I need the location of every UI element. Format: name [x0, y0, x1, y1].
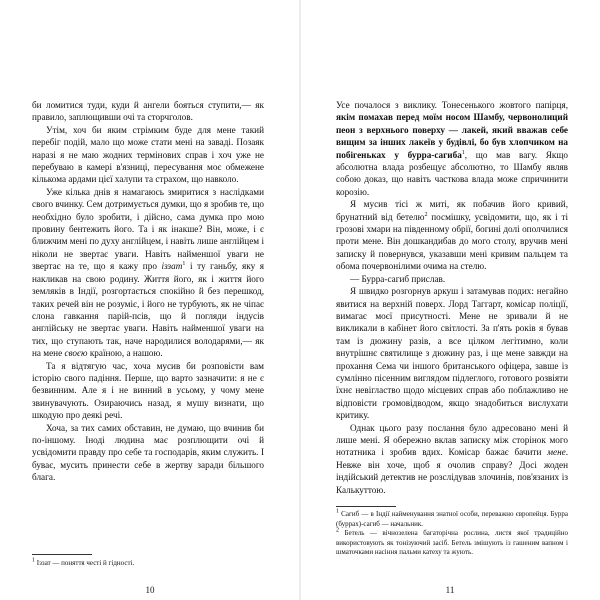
right-footnote: $^2$ Бетель — вічнозелена багаторічна рослина, листя якої традиційно використовують як тонізуючий засіб. Бетель змішують із гашеним вапном і шматочками насіння пальми катеху та жують. — [336, 527, 568, 557]
right-paragraph: — Бурра-сагиб прислав. — [350, 273, 446, 284]
right-footnotes — [336, 510, 568, 558]
right-paragraph: Я швидко розгорнув аркуш і затамував подих: негайно явитися на верхній поверх. Лорд Таггарт, комісар поліції, вимагає моєї присутності. Мене не зривали й не викликали в кабінет його світлості. За п'ять років я бував там із дюжину разів, а все цілком легітимно, коли внутрішнє святилище з дюжину раз, і ще мене завжди на прохання Сема чи іншого британського офіцера, завше із сумлінно пісенним виглядом підлеглого, готового розвіяти їхнє невігластво щодо місцевих справ або поблажливо не відповісти громовідводом, якщо знадобиться вислухати критику. — [336, 286, 568, 421]
footnote-reference: 2 — [424, 211, 428, 218]
left-footnote-separator — [32, 554, 92, 555]
right-paragraph: Усе почалося з виклику. Тонесенького жовтого папірця, якім помахав перед моїм носом Шамбу, червонолиций пеон з верхнього поверху — лакей, який вважав себе вищим за інших лакеїв у будівлі, бо був хлопчиком на побігеньках у бурра-сагиба$^1$, що мав вагу. Якщо абсолютна влада розбещує абсолютно, то Шамбу являв собою доказ, що навіть часткова влада може спричинити корозію. — [336, 100, 568, 197]
left-page-number: 10 — [145, 585, 155, 595]
footnote-reference: 1 — [182, 261, 186, 268]
left-paragraph: би ломитися туди, куди й ангели бояться ступити,— як правило, заплющивши очі та сторчголов. — [32, 100, 264, 123]
left-paragraph: Уже кілька днів я намагаюсь змиритися з наслідками свого вчинку. Сем дотримується думки, що я зробив те, що необхідно було зробити, і дійсно, сама думка про мою провину бентежить його. Та і як інакше? Він, може, і є ближчим мені по духу англійцем, і навіть лише англійцем і ніколи не звертає уваги. Навіть найменшої уваги не звертає на те, що я кажу про іззат$^1$ і ту ганьбу, яку я накликав на свою родину. Життя його, як і життя його земляків в Індії, розгортається спокійно й без перешкод, таких речей він не розуміє, і його не турбують, як не чіпає слона гавкання парій-псів, що й погляди індусів англійську не звертає уваги. Навіть найменшої уваги на тих, що ступають так, наче народилися володарями,— як на мене своєю країною, а нашою. — [32, 186, 265, 359]
left-paragraph: Та я відтягую час, хоча мусив би розповісти вам історію свого падіння. Перше, що варто зазначити: я не є безвинним. Але я і не винний в усьому, у чому мене звинувачують. Озираючись назад, я мушу визнати, що шкодую про деякі речі. — [32, 360, 264, 421]
right-paragraph: Однак цього разу послання було адресовано мені й лише мені. Я обережно вклав записку між сторінок мого нотатника і зробив вдих. Комісар бажає бачити мене. Невже він хоче, щоб я очолив справу? Досі жоден індійський детектив не розслідував злочинів, пов'язаних із Калькуттою. — [336, 422, 568, 495]
left-paragraph: Утім, хоч би яким стрімким буде для мене такий перебіг подій, мало що може стати мені на заваді. Позаяк наразі я не маю жодних термінових справ і хоч уже не перебуваю в камері в'язниці, пересування моє обмежене кількома ардами цієї халупи та страхом, що навколо. — [32, 124, 264, 185]
right-paragraph: Я мусив тісі ж миті, як побачив його кривий, брунатний від бетелю$^2$ посмішку, усвідомити, що, як і ті грозові хмари на південному обрії, богині долі ополчилися проти мене. Він дошкандибав до мого столу, вручив мені записку й повернувся, указавши мені кривим пальцем та обома почервонілими очима на стелю. — [336, 199, 568, 272]
right-page-number: 11 — [445, 585, 455, 595]
right-page — [300, 0, 600, 600]
left-footnote: $^1$ Іззат — поняття честі й гідності. — [32, 557, 135, 567]
right-footnote: $^1$ Сагиб — в Індії найменування знатної особи, переважно європейця. Бурра (буррах)-сагиб — начальник. — [336, 508, 568, 528]
footnote-reference: 1 — [461, 149, 465, 156]
left-paragraph: Хоча, за тих самих обставин, не думаю, що вчинив би по-іншому. Іноді людина має розплющити очі й усвідомити правду про себе та господарів, яким служить. І буває, мусить принести себе в жертву заради більшого блага. — [32, 422, 264, 483]
left-page-body-text — [32, 99, 264, 484]
left-footnotes — [32, 559, 264, 569]
right-page-body-text — [336, 99, 568, 496]
right-footnote-separator — [336, 506, 396, 507]
